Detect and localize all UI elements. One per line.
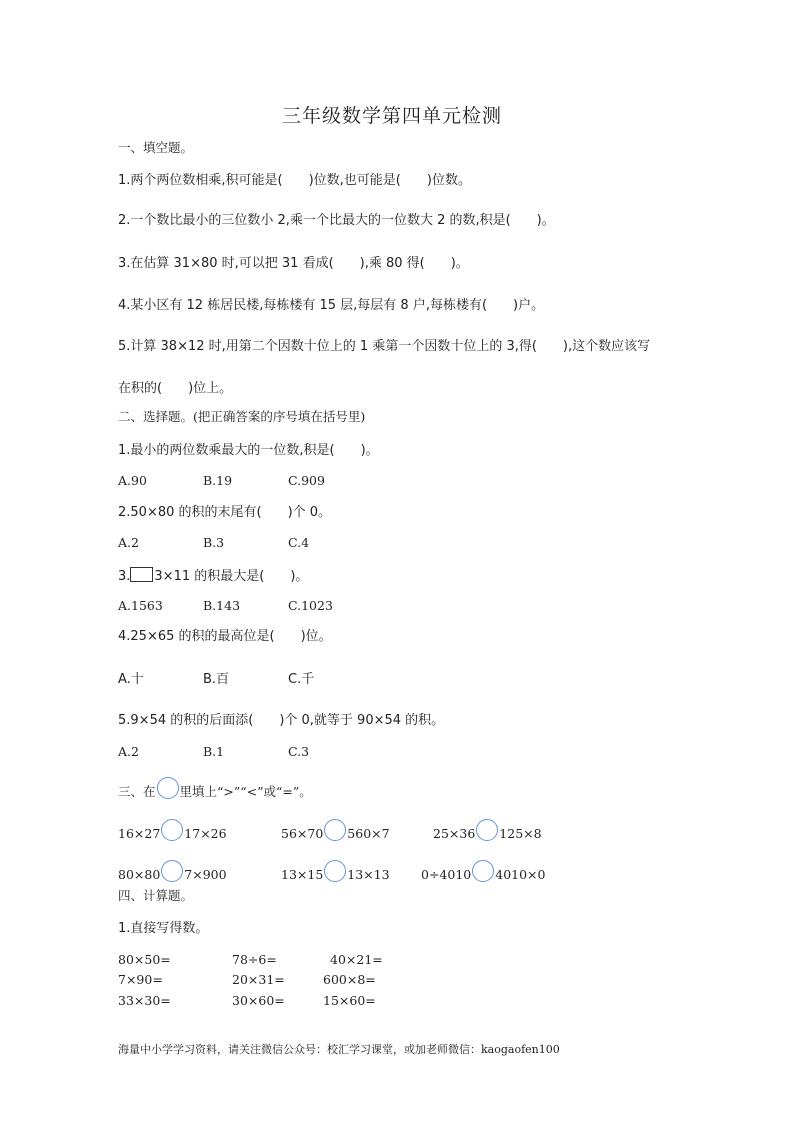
section-1-heading: 一、填空题。 [118, 140, 194, 155]
answer-circle[interactable] [161, 860, 183, 882]
answer-circle[interactable] [476, 819, 498, 841]
fill-question-3: 3.在估算 31×80 时,可以把 31 看成( ),乘 80 得( )。 [118, 256, 469, 271]
q4-option-c: C.千 [288, 672, 315, 687]
q1-option-b: B.19 [203, 473, 233, 488]
section-3-heading-post: 里填上“>”“<”或“=”。 [179, 784, 312, 799]
compare-item [421, 860, 546, 882]
q3-option-c: C.1023 [288, 598, 333, 613]
compare-circle-icon [157, 777, 179, 799]
q2-option-a: A.2 [118, 535, 139, 550]
compare-right: 7×900 [184, 867, 227, 882]
fill-question-4: 4.某小区有 12 栋居民楼,每栋楼有 15 层,每层有 8 户,每栋楼有( )户。 [118, 298, 545, 313]
fill-question-1: 1.两个两位数相乘,积可能是( )位数,也可能是( )位数。 [118, 173, 471, 188]
q5-option-a: A.2 [118, 744, 139, 759]
q2-option-b: B.3 [203, 535, 225, 550]
answer-circle[interactable] [472, 860, 494, 882]
calc-item: 80×50= [118, 952, 171, 967]
compare-right: 125×8 [499, 826, 542, 841]
choice-question-5: 5.9×54 的积的后面添( )个 0,就等于 90×54 的积。 [118, 713, 445, 728]
section-3-heading [118, 777, 312, 799]
calc-item: 33×30= [118, 993, 171, 1008]
q3-prefix: 3. [118, 569, 131, 584]
calc-item: 20×31= [232, 972, 285, 987]
fill-question-2: 2.一个数比最小的三位数小 2,乘一个比最大的一位数大 2 的数,积是( )。 [118, 213, 555, 228]
section-2-heading: 二、选择题。(把正确答案的序号填在括号里) [118, 409, 366, 424]
compare-item [118, 860, 227, 882]
compare-right: 17×26 [184, 826, 227, 841]
compare-item [118, 819, 227, 841]
fill-question-5b: 在积的( )位上。 [118, 381, 233, 396]
q2-option-c: C.4 [288, 535, 310, 550]
compare-left: 16×27 [118, 826, 161, 841]
calc-item: 15×60= [323, 993, 376, 1008]
choice-question-3 [118, 567, 308, 583]
q1-option-c: C.909 [288, 473, 325, 488]
section-3-heading-pre: 三、在 [118, 784, 156, 799]
fill-question-5a: 5.计算 38×12 时,用第二个因数十位上的 1 乘第一个因数十位上的 3,得( ),这个数应该写 [118, 339, 651, 354]
compare-item [433, 819, 542, 841]
q3-text: 3×11 的积最大是( )。 [154, 569, 309, 584]
q3-option-b: B.143 [203, 598, 241, 613]
compare-right: 560×7 [347, 826, 390, 841]
q5-option-c: C.3 [288, 744, 310, 759]
page-title: 三年级数学第四单元检测 [282, 105, 503, 127]
calc-item: 600×8= [323, 972, 376, 987]
section-4-heading: 四、计算题。 [118, 888, 194, 903]
footer-note: 海量中小学学习资料，请关注微信公众号：校汇学习课堂，或加老师微信：kaogaofen100 [118, 1043, 560, 1056]
q1-option-a: A.90 [118, 473, 147, 488]
calc-item: 7×90= [118, 972, 163, 987]
q5-option-b: B.1 [203, 744, 225, 759]
compare-left: 56×70 [281, 826, 324, 841]
choice-question-2: 2.50×80 的积的末尾有( )个 0。 [118, 505, 332, 520]
compare-item [281, 819, 390, 841]
compare-left: 25×36 [433, 826, 476, 841]
compare-left: 80×80 [118, 867, 161, 882]
blank-box [130, 567, 153, 582]
calc-subheading: 1.直接写得数。 [118, 921, 209, 936]
answer-circle[interactable] [161, 819, 183, 841]
q3-option-a: A.1563 [118, 598, 163, 613]
calc-item: 40×21= [330, 952, 383, 967]
compare-left: 13×15 [281, 867, 324, 882]
compare-right: 13×13 [347, 867, 390, 882]
calc-item: 30×60= [232, 993, 285, 1008]
calc-item: 78÷6= [232, 952, 277, 967]
compare-right: 4010×0 [495, 867, 546, 882]
choice-question-1: 1.最小的两位数乘最大的一位数,积是( )。 [118, 443, 379, 458]
compare-item [281, 860, 390, 882]
q4-option-b: B.百 [203, 672, 230, 687]
choice-question-4: 4.25×65 的积的最高位是( )位。 [118, 629, 332, 644]
answer-circle[interactable] [324, 860, 346, 882]
compare-left: 0÷4010 [421, 867, 472, 882]
q4-option-a: A.十 [118, 672, 144, 687]
answer-circle[interactable] [324, 819, 346, 841]
